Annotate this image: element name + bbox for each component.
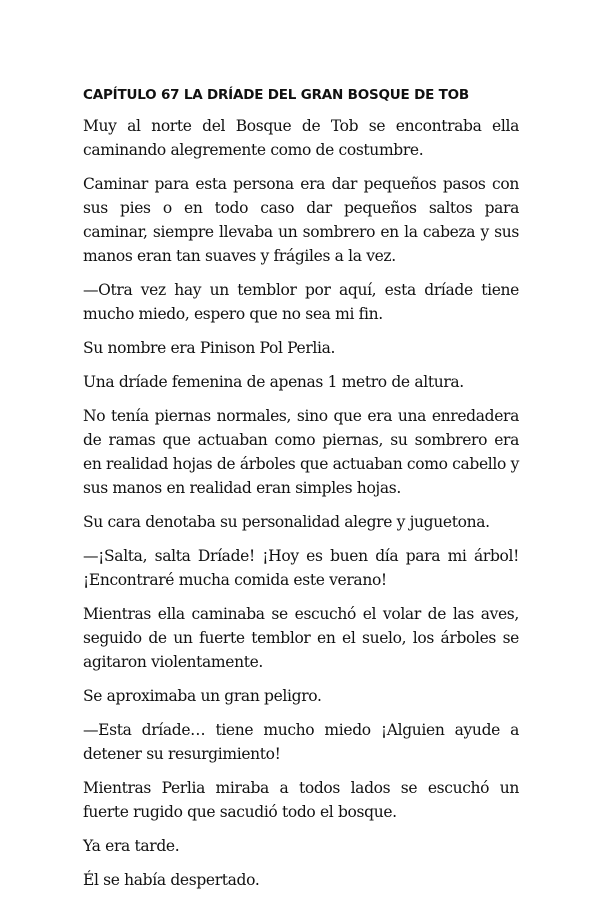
paragraph: Caminar para esta persona era dar pequeños pasos con sus pies o en todo caso dar pequeños saltos para caminar, siempre llevaba un sombrero en la cabeza y sus manos eran tan suaves y frágiles a la vez.: [83, 175, 519, 265]
paragraph: Se aproximaba un gran peligro.: [83, 687, 322, 705]
paragraph: —Esta dríade… tiene mucho miedo ¡Alguien ayude a detener su resurgimiento!: [83, 721, 519, 763]
paragraph: Muy al norte del Bosque de Tob se encontraba ella caminando alegremente como de costumbre.: [83, 117, 519, 159]
paragraph: —Otra vez hay un temblor por aquí, esta dríade tiene mucho miedo, espero que no sea mi fin.: [83, 281, 519, 323]
paragraph: Ya era tarde.: [83, 837, 180, 855]
paragraph: No tenía piernas normales, sino que era una enredadera de ramas que actuaban como piernas, su sombrero era en realidad hojas de árboles que actuaban como cabello y sus manos en realidad eran simples hojas.: [83, 407, 519, 497]
document-page: [83, 86, 519, 902]
paragraph: Mientras Perlia miraba a todos lados se escuchó un fuerte rugido que sacudió todo el bosque.: [83, 779, 519, 821]
paragraph: —¡Salta, salta Dríade! ¡Hoy es buen día para mi árbol! ¡Encontraré mucha comida este verano!: [83, 547, 519, 589]
paragraph: Mientras ella caminaba se escuchó el volar de las aves, seguido de un fuerte temblor en el suelo, los árboles se agitaron violentamente.: [83, 605, 519, 671]
paragraph: Su nombre era Pinison Pol Perlia.: [83, 339, 336, 357]
paragraph: Él se había despertado.: [83, 871, 260, 889]
paragraph: Su cara denotaba su personalidad alegre y juguetona.: [83, 513, 490, 531]
paragraph: Una dríade femenina de apenas 1 metro de altura.: [83, 373, 464, 391]
chapter-title: CAPÍTULO 67 LA DRÍADE DEL GRAN BOSQUE DE TOB: [83, 87, 469, 103]
